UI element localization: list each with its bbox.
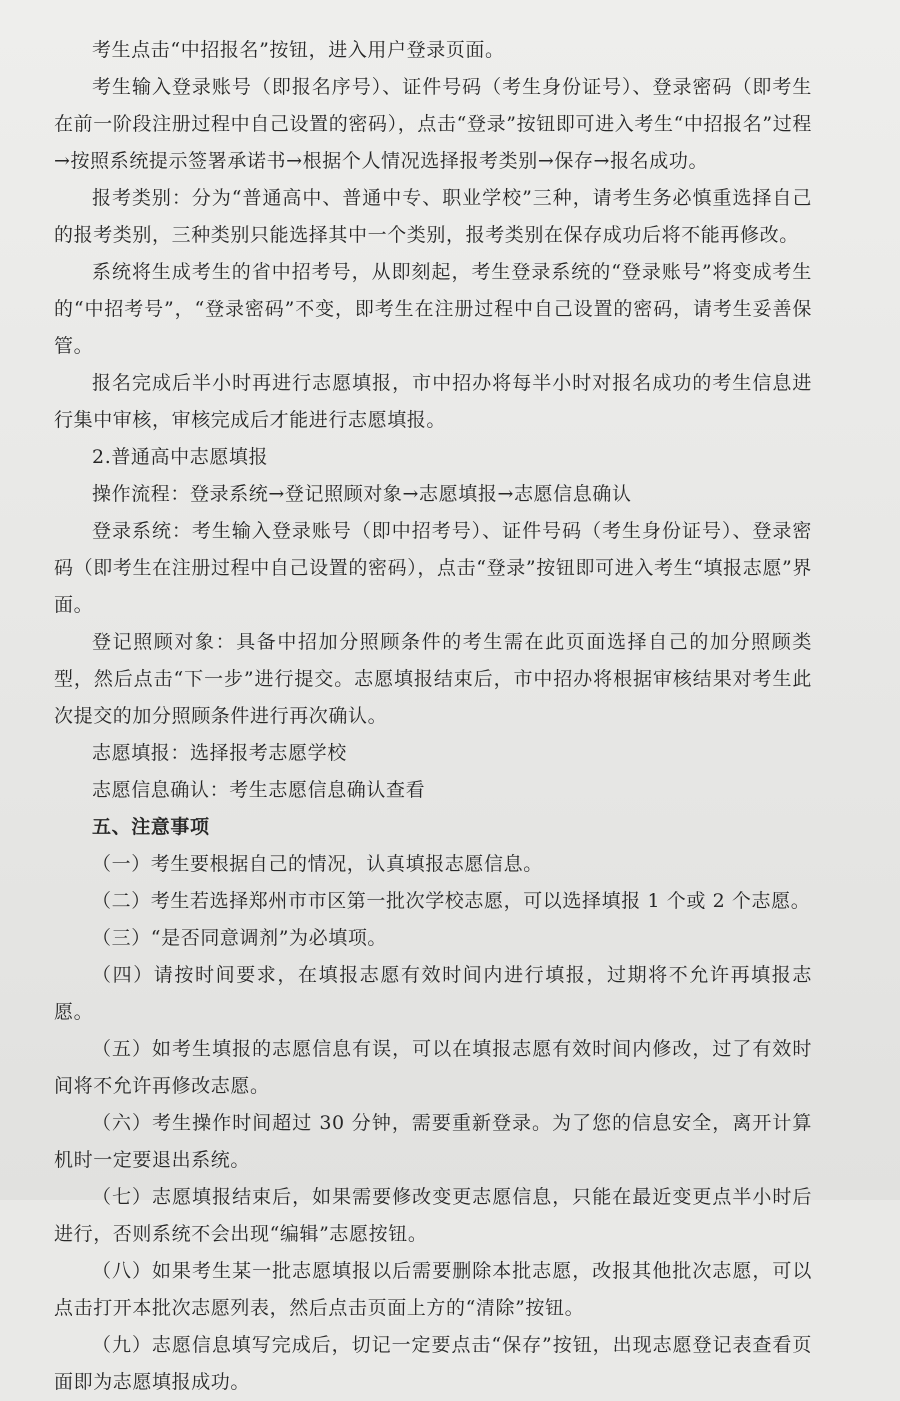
subheading-high-school-application: 2.普通高中志愿填报 (92, 446, 269, 468)
section-heading-notes: 五、注意事项 (92, 816, 210, 838)
paragraph-care-registration: 登记照顾对象：具备中招加分照顾条件的考生需在此页面选择自己的加分照顾类型，然后点击“下一步”进行提交。志愿填报结束后，市中招办将根据审核结果对考生此次提交的加分照顾条件进行再次确认。 (54, 631, 812, 727)
note-item-2: （二）考生若选择郑州市市区第一批次学校志愿，可以选择填报 1 个或 2 个志愿。 (92, 890, 811, 912)
paragraph-login-system: 登录系统：考生输入登录账号（即中招考号）、证件号码（考生身份证号）、登录密码（即考生在注册过程中自己设置的密码），点击“登录”按钮即可进入考生“填报志愿”界面。 (54, 520, 812, 616)
paragraph-application-fill: 志愿填报：选择报考志愿学校 (92, 742, 347, 764)
paragraph-login-steps: 考生输入登录账号（即报名序号）、证件号码（考生身份证号）、登录密码（即考生在前一阶段注册过程中自己设置的密码），点击“登录”按钮即可进入考生“中招报名”过程→按照系统提示签署承诺书→根据个人情况选择报考类别→保存→报名成功。 (54, 76, 812, 172)
paragraph-exam-number: 系统将生成考生的省中招考号，从即刻起，考生登录系统的“登录账号”将变成考生的“中招考号”，“登录密码”不变，即考生在注册过程中自己设置的密码，请考生妥善保管。 (54, 261, 812, 357)
note-item-5: （五）如考生填报的志愿信息有误，可以在填报志愿有效时间内修改，过了有效时间将不允许再修改志愿。 (54, 1038, 812, 1097)
note-item-9: （九）志愿信息填写完成后，切记一定要点击“保存”按钮，出现志愿登记表查看页面即为志愿填报成功。 (54, 1334, 812, 1393)
note-item-8: （八）如果考生某一批志愿填报以后需要删除本批志愿，改报其他批次志愿，可以点击打开本批次志愿列表，然后点击页面上方的“清除”按钮。 (54, 1260, 812, 1319)
paragraph-application-confirm: 志愿信息确认：考生志愿信息确认查看 (92, 779, 426, 801)
note-item-4: （四）请按时间要求，在填报志愿有效时间内进行填报，过期将不允许再填报志愿。 (54, 964, 812, 1023)
note-item-7: （七）志愿填报结束后，如果需要修改变更志愿信息，只能在最近变更点半小时后进行，否则系统不会出现“编辑”志愿按钮。 (54, 1186, 812, 1245)
note-item-6: （六）考生操作时间超过 30 分钟，需要重新登录。为了您的信息安全，离开计算机时一定要退出系统。 (54, 1112, 812, 1171)
note-item-3: （三）“是否同意调剂”为必填项。 (92, 927, 388, 949)
paragraph-review-note: 报名完成后半小时再进行志愿填报，市中招办将每半小时对报名成功的考生信息进行集中审核，审核完成后才能进行志愿填报。 (54, 372, 812, 431)
paragraph-exam-category: 报考类别：分为“普通高中、普通中专、职业学校”三种，请考生务必慎重选择自己的报考类别，三种类别只能选择其中一个类别，报考类别在保存成功后将不能再修改。 (54, 187, 812, 246)
paragraph-operation-flow: 操作流程：登录系统→登记照顾对象→志愿填报→志愿信息确认 (92, 483, 632, 505)
paragraph-click-enroll: 考生点击“中招报名”按钮，进入用户登录页面。 (92, 39, 505, 61)
note-item-1: （一）考生要根据自己的情况，认真填报志愿信息。 (92, 853, 543, 875)
